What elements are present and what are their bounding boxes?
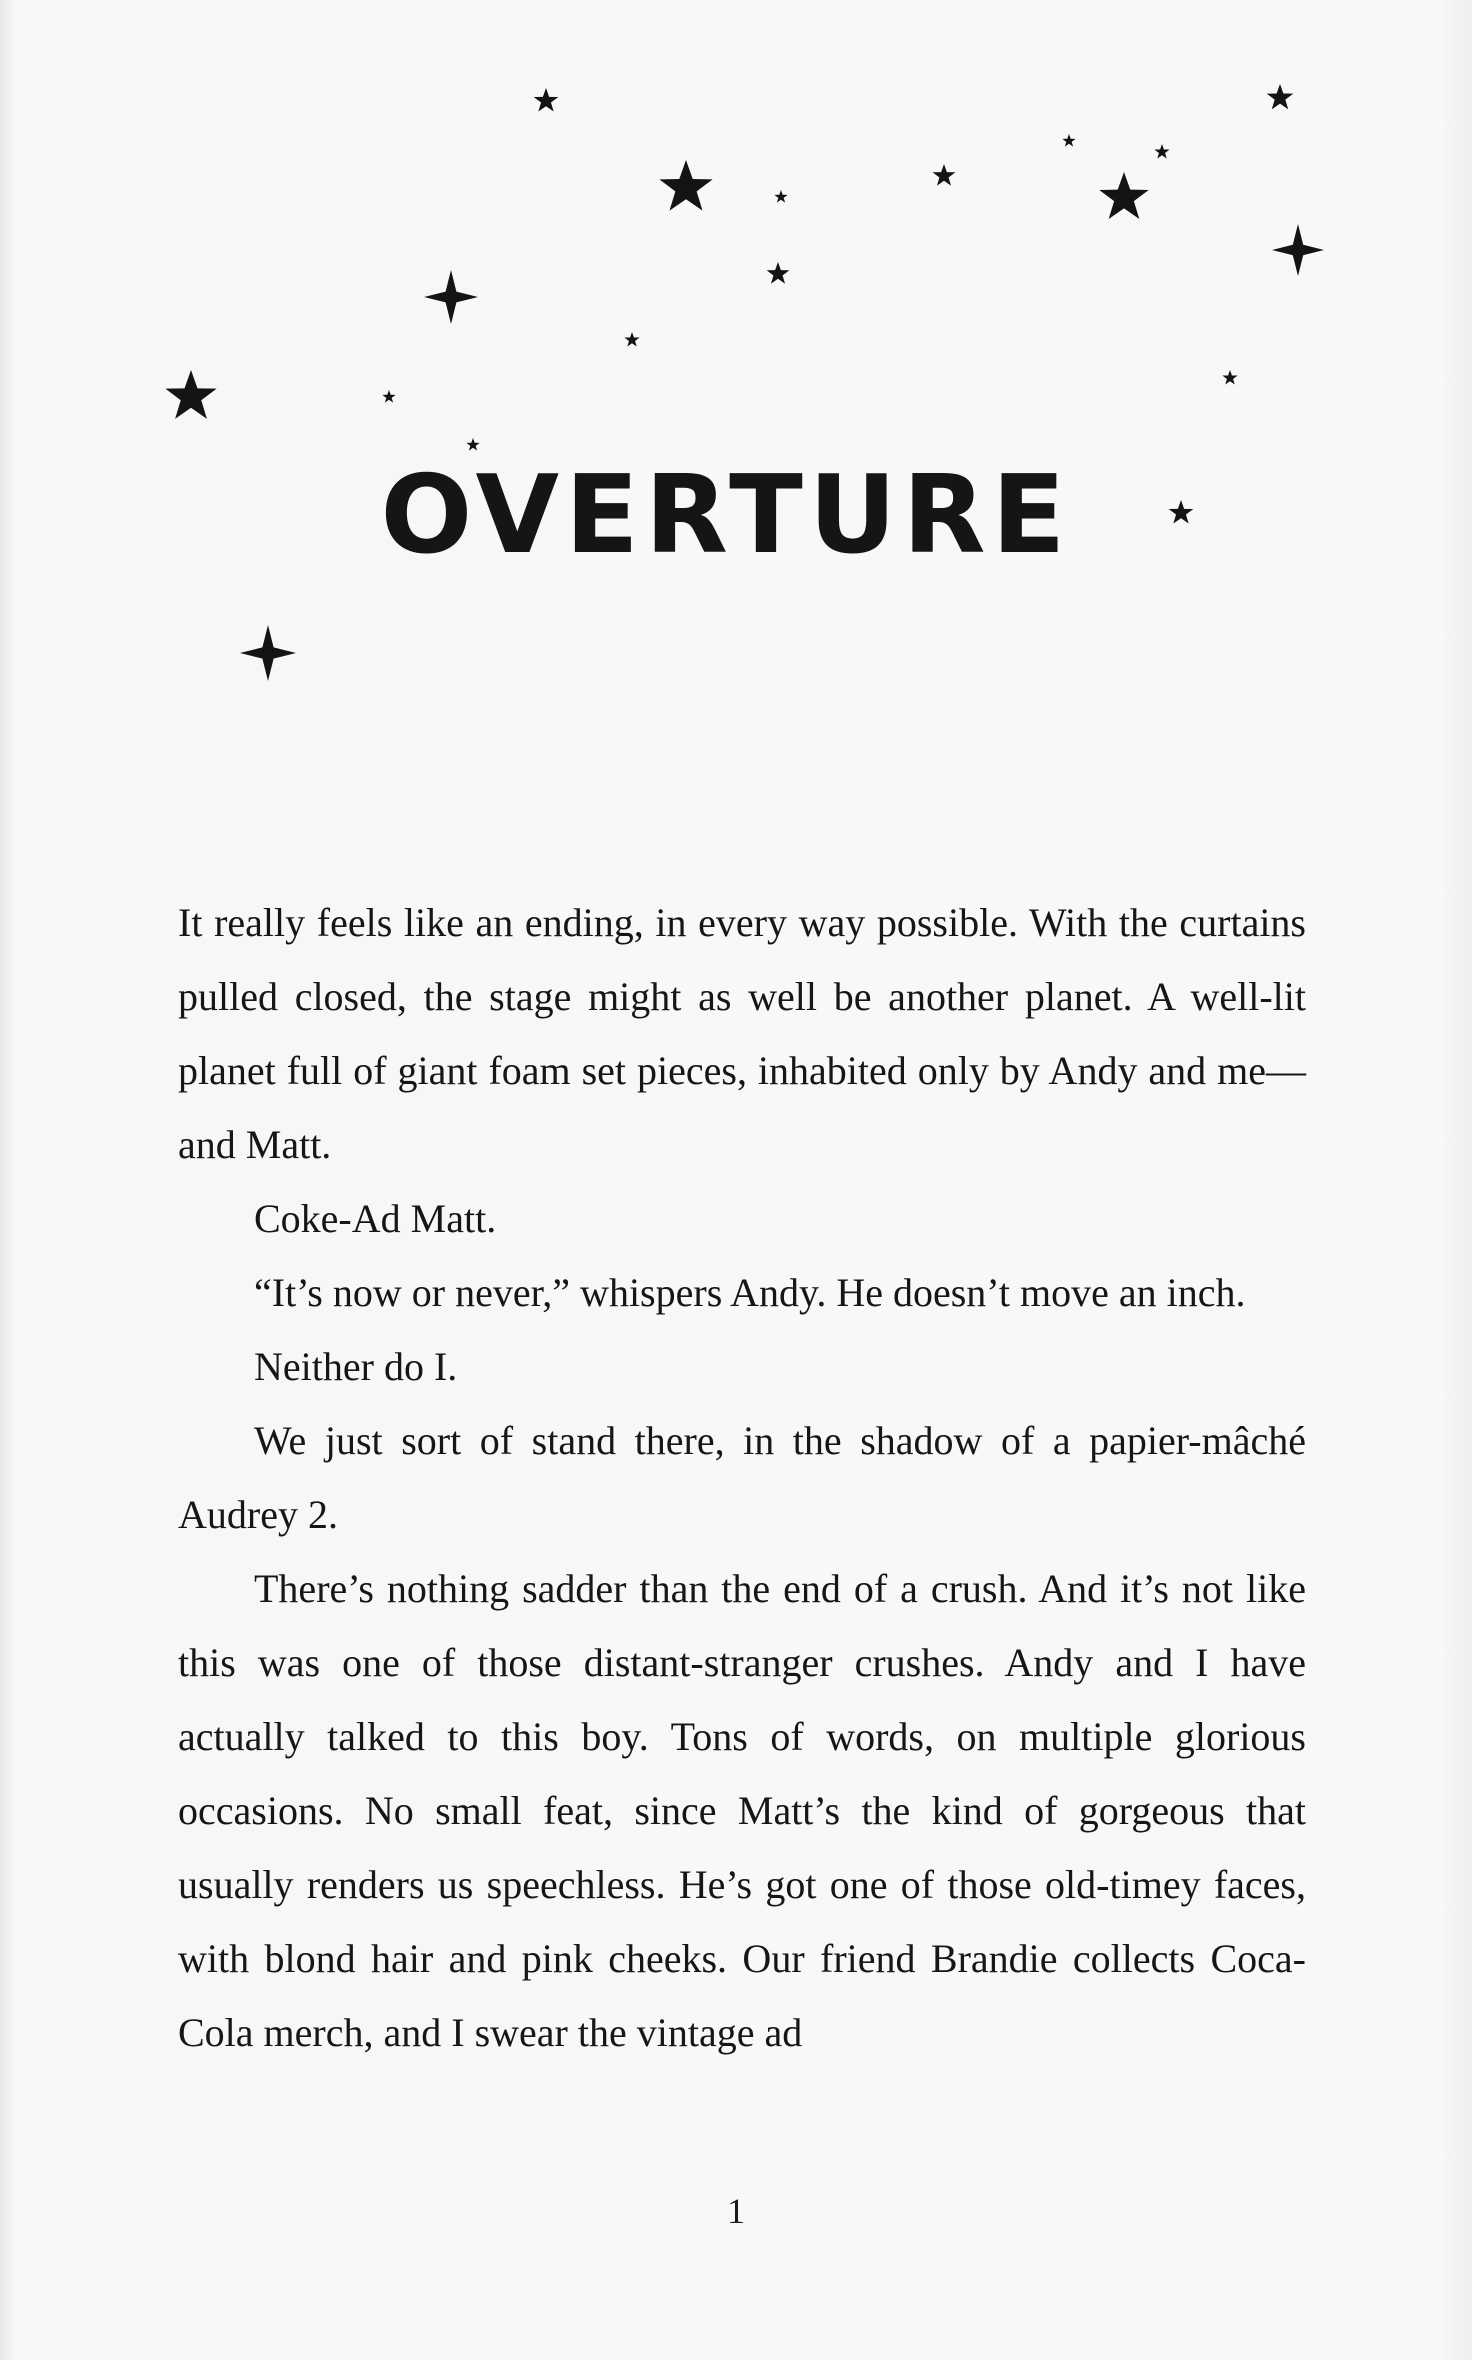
star-icon (624, 332, 639, 346)
star-icon (767, 262, 790, 284)
paragraph: Coke-Ad Matt. (254, 1196, 497, 1241)
paragraph: It really feels like an ending, in every way possible. With the curtains pulled closed, the stage might as well be another planet. A well-lit planet full of giant foam set pieces, inhabited only by Andy and me—and Matt. (178, 900, 1306, 1167)
star-icon (165, 370, 216, 419)
star-icon (534, 88, 559, 112)
star-icon (933, 164, 956, 186)
chapter-title-text: OVERTURE (380, 453, 1072, 578)
star-icon (1222, 370, 1237, 384)
star-icon (774, 190, 787, 203)
paragraph: We just sort of stand there, in the shadow of a papier-mâché Audrey 2. (178, 1418, 1306, 1537)
paragraph: “It’s now or never,” whispers Andy. He doesn’t move an inch. (254, 1270, 1246, 1315)
star-icon (1062, 134, 1075, 147)
star-icon (424, 270, 478, 324)
star-icon (659, 160, 712, 211)
star-icon (466, 438, 479, 451)
page-number: 1 (727, 2191, 745, 2231)
star-icon (1267, 84, 1294, 109)
chapter-title (0, 453, 1472, 578)
paragraph: Neither do I. (254, 1344, 458, 1389)
star-icon (240, 625, 296, 681)
star-icon (1154, 144, 1169, 158)
chapter-body (178, 886, 1306, 2070)
star-field (0, 0, 1472, 720)
star-icon (1272, 224, 1324, 276)
star-icon (382, 390, 395, 403)
paragraph: There’s nothing sadder than the end of a crush. And it’s not like this was one of those distant-stranger crushes. Andy and I have actually talked to this boy. Tons of words, on multiple glorious occasions. No small feat, since Matt’s the kind of gorgeous that usually renders us speechless. He’s got one of those old-timey faces, with blond hair and pink cheeks. Our friend Brandie collects Coca-Cola merch, and I swear the vintage ad (178, 1566, 1306, 2055)
star-icon (1099, 172, 1148, 219)
